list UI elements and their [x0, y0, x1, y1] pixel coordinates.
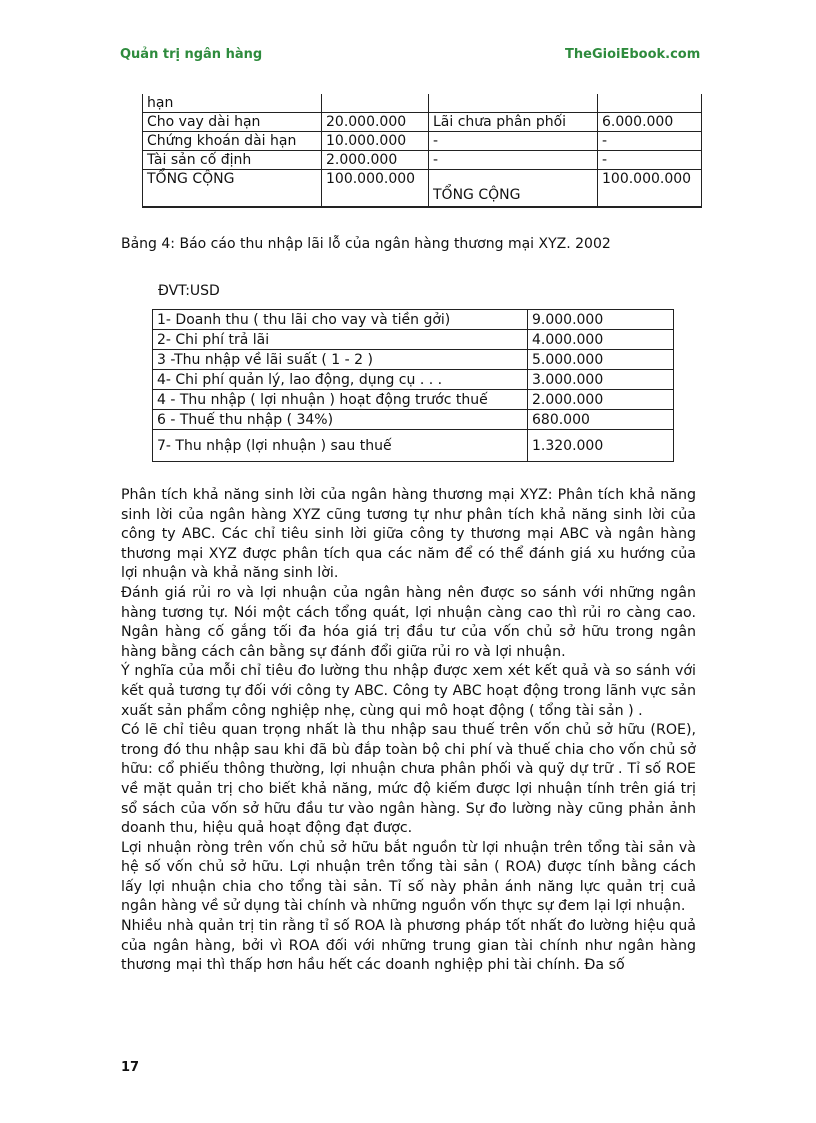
table-cell: 1.320.000 — [528, 430, 674, 462]
table-cell: 7- Thu nhập (lợi nhuận ) sau thuế — [153, 430, 528, 462]
table-row — [153, 330, 674, 350]
paragraph: Lợi nhuận ròng trên vốn chủ sở hữu bắt nguồn từ lợi nhuận trên tổng tài sản và hệ số vốn chủ sở hữu. Lợi nhuận trên tổng tài sản ( ROA) được tính bằng cách lấy lợi nhuận chia cho tổng tài sản. Tỉ số này phản ánh năng lực quản trị cuả ngân hàng về sử dụng tài chính và những nguồn vốn thực sự đem lại lợi nhuận. — [121, 839, 696, 915]
table-cell — [429, 94, 598, 113]
table-row — [153, 350, 674, 370]
total-label: TỔNG CỘNG — [433, 187, 521, 203]
table-row — [143, 151, 702, 170]
paragraph: Nhiều nhà quản trị tin rằng tỉ số ROA là phương pháp tốt nhất đo lường hiệu quả của ngân hàng, bởi vì ROA đối với những trung gian tài chính như ngân hàng thương mại thì thấp hơn hầu hết các doanh nghiệp phi tài chính. Đa số — [121, 918, 696, 974]
table-cell: 2- Chi phí trả lãi — [153, 330, 528, 350]
table-row-total — [143, 170, 702, 208]
table-cell: 3 -Thu nhập về lãi suất ( 1 - 2 ) — [153, 350, 528, 370]
table-cell — [322, 94, 429, 113]
table-cell: Lãi chưa phân phối — [429, 113, 598, 132]
table-cell: 100.000.000 — [322, 170, 429, 208]
table-cell: 4 - Thu nhập ( lợi nhuận ) hoạt động trước thuế — [153, 390, 528, 410]
table-cell: 20.000.000 — [322, 113, 429, 132]
table-cell: TỔNG CỘNG — [143, 170, 322, 208]
income-statement-table — [152, 309, 674, 462]
paragraph: Ý nghĩa của mỗi chỉ tiêu đo lường thu nhập được xem xét kết quả và so sánh với kết quả tương tự đối với công ty ABC. Công ty ABC hoạt động trong lãnh vực sản xuất sản phẩm công nghiệp nhẹ, cùng qui mô hoạt động ( tổng tài sản ) . — [121, 663, 696, 719]
table-cell: - — [429, 132, 598, 151]
table-row — [143, 113, 702, 132]
table-cell: 4.000.000 — [528, 330, 674, 350]
header-book-title: Quản trị ngân hàng — [120, 47, 263, 62]
table-cell: 2.000.000 — [322, 151, 429, 170]
page-number: 17 — [121, 1060, 140, 1075]
paragraph: Có lẽ chỉ tiêu quan trọng nhất là thu nhập sau thuế trên vốn chủ sở hữu (ROE), trong đó thu nhập sau khi đã bù đắp toàn bộ chi phí và thuế chia cho vốn chủ sở hữu: cổ phiếu thông thường, lợi nhuận chưa phân phối và quỹ dự trữ . Tỉ số ROE về mặt quản trị cho biết khả năng, mức độ kiếm được lợi nhuận tính trên giá trị sổ sách của vốn sở hữu đầu tư vào ngân hàng. Sự đo lường này cũng phản ảnh doanh thu, hiệu quả hoạt động đạt được. — [121, 722, 696, 837]
table-cell: 1- Doanh thu ( thu lãi cho vay và tiền gởi) — [153, 310, 528, 330]
paragraph: Đánh giá rủi ro và lợi nhuận của ngân hàng nên được so sánh với những ngân hàng tương tự. Nói một cách tổng quát, lợi nhuận càng cao thì rủi ro càng cao. Ngân hàng cố gắng tối đa hóa giá trị đầu tư của vốn chủ sở hữu trong ngân hàng bằng cách cân bằng sự đánh đổi giữa rủi ro và lợi nhuận. — [121, 584, 696, 660]
table-cell — [598, 94, 702, 113]
table-cell: - — [429, 151, 598, 170]
table-cell: 6 - Thuế thu nhập ( 34%) — [153, 410, 528, 430]
balance-sheet-table — [142, 94, 702, 208]
body-text — [121, 486, 696, 976]
table-cell: Tài sản cố định — [143, 151, 322, 170]
table-row — [153, 370, 674, 390]
table-cell: Cho vay dài hạn — [143, 113, 322, 132]
table-row — [153, 310, 674, 330]
table-cell: 680.000 — [528, 410, 674, 430]
table-cell: 2.000.000 — [528, 390, 674, 410]
table-row — [153, 390, 674, 410]
table-cell: hạn — [143, 94, 322, 113]
table-row — [153, 410, 674, 430]
table-cell: 3.000.000 — [528, 370, 674, 390]
table-caption: Bảng 4: Báo cáo thu nhập lãi lỗ của ngân hàng thương mại XYZ. 2002 — [121, 236, 611, 252]
table-row — [143, 94, 702, 113]
table-cell: - — [598, 132, 702, 151]
table-cell: 6.000.000 — [598, 113, 702, 132]
table-row — [153, 430, 674, 462]
header-site-name: TheGioiEbook.com — [565, 47, 701, 62]
table-cell: 9.000.000 — [528, 310, 674, 330]
table-row — [143, 132, 702, 151]
table-cell: 100.000.000 — [598, 170, 702, 208]
table-cell: 10.000.000 — [322, 132, 429, 151]
table-cell: - — [598, 151, 702, 170]
paragraph: Phân tích khả năng sinh lời của ngân hàng thương mại XYZ: Phân tích khả năng sinh lời của ngân hàng XYZ cũng tương tự như phân tích khả năng sinh lời của công ty ABC. Các chỉ tiêu sinh lời giữa công ty thương mại ABC và ngân hàng thương mại XYZ được phân tích qua các năm để có thể đánh giá xu hướng của lợi nhuận và khả năng sinh lời. — [121, 487, 696, 582]
table-cell: Chứng khoán dài hạn — [143, 132, 322, 151]
table-cell — [429, 170, 598, 208]
table-cell: 5.000.000 — [528, 350, 674, 370]
unit-label: ĐVT:USD — [158, 283, 220, 299]
table-cell: 4- Chi phí quản lý, lao động, dụng cụ . . . — [153, 370, 528, 390]
